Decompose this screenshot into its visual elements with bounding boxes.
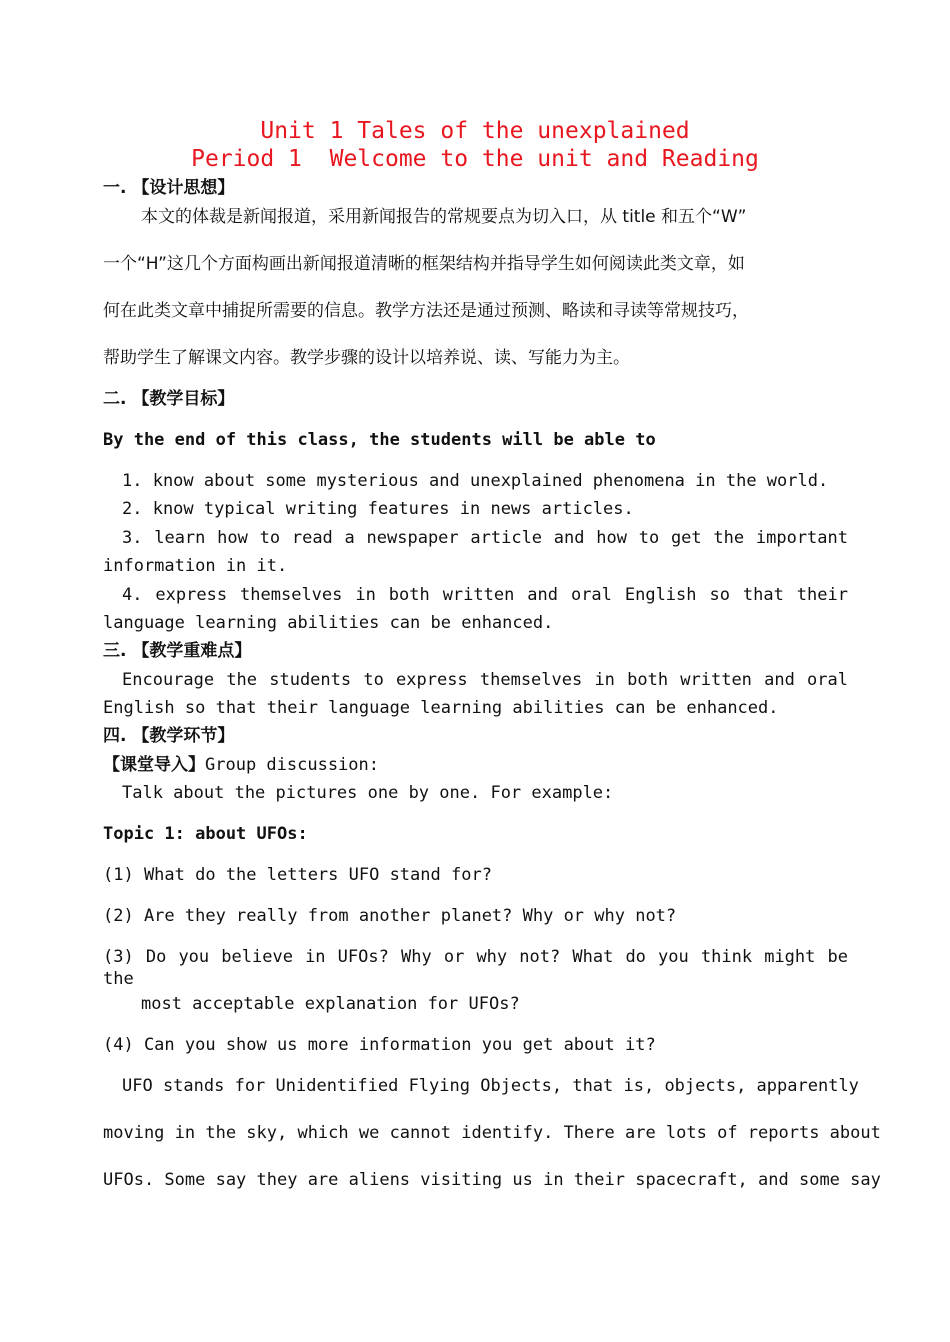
talk-instruction: Talk about the pictures one by one. For example:	[122, 783, 614, 803]
objectives-intro: By the end of this class, the students will be able to	[103, 430, 656, 450]
lead-in-text: Group discussion:	[205, 755, 379, 775]
ufo-paragraph-line: moving in the sky, which we cannot identify. There are lots of reports about	[103, 1123, 881, 1143]
section-heading-design: 一. 【设计思想】	[103, 178, 235, 198]
objective-item: 4. express themselves in both written and oral English so that their	[122, 585, 848, 605]
objective-item: 1. know about some mysterious and unexplained phenomena in the world.	[122, 471, 829, 491]
objective-item-continued: information in it.	[103, 556, 288, 576]
document-subtitle: Period 1 Welcome to the unit and Reading	[191, 146, 759, 172]
section-heading-procedure: 四. 【教学环节】	[103, 726, 235, 746]
document-title: Unit 1 Tales of the unexplained	[260, 118, 690, 144]
key-points-line: Encourage the students to express themselves in both written and oral	[122, 670, 848, 690]
objective-item-continued: language learning abilities can be enhanced.	[103, 613, 554, 633]
objective-item: 2. know typical writing features in news articles.	[122, 499, 634, 519]
topic-heading: Topic 1: about UFOs:	[103, 824, 308, 844]
ufo-paragraph-line: UFO stands for Unidentified Flying Objects, that is, objects, apparently	[122, 1076, 859, 1096]
design-paragraph-line: 何在此类文章中捕捉所需要的信息。教学方法还是通过预测、略读和寻读等常规技巧，	[103, 301, 749, 321]
design-paragraph-line: 一个“H”这几个方面构画出新闻报道清晰的框架结构并指导学生如何阅读此类文章，如	[103, 254, 745, 274]
objective-item: 3. learn how to read a newspaper article and how to get the important	[122, 528, 848, 548]
lead-in-line	[103, 754, 848, 776]
question-item: (4) Can you show us more information you get about it?	[103, 1035, 656, 1055]
design-paragraph-line: 本文的体裁是新闻报道，采用新闻报告的常规要点为切入口，从 title 和五个“W”	[141, 207, 747, 227]
key-points-line: English so that their language learning abilities can be enhanced.	[103, 698, 779, 718]
question-item: (1) What do the letters UFO stand for?	[103, 865, 492, 885]
question-item: (2) Are they really from another planet? Why or why not?	[103, 906, 677, 926]
ufo-paragraph-line: UFOs. Some say they are aliens visiting us in their spacecraft, and some say	[103, 1170, 881, 1190]
section-heading-objectives: 二. 【教学目标】	[103, 389, 235, 409]
lead-in-label: 【课堂导入】	[103, 755, 205, 775]
question-item-continued: most acceptable explanation for UFOs?	[141, 994, 520, 1014]
design-paragraph-line: 帮助学生了解课文内容。教学步骤的设计以培养说、读、写能力为主。	[103, 348, 630, 368]
question-item: (3) Do you believe in UFOs? Why or why not? What do you think might be the	[103, 947, 848, 989]
section-heading-key-points: 三. 【教学重难点】	[103, 641, 252, 661]
